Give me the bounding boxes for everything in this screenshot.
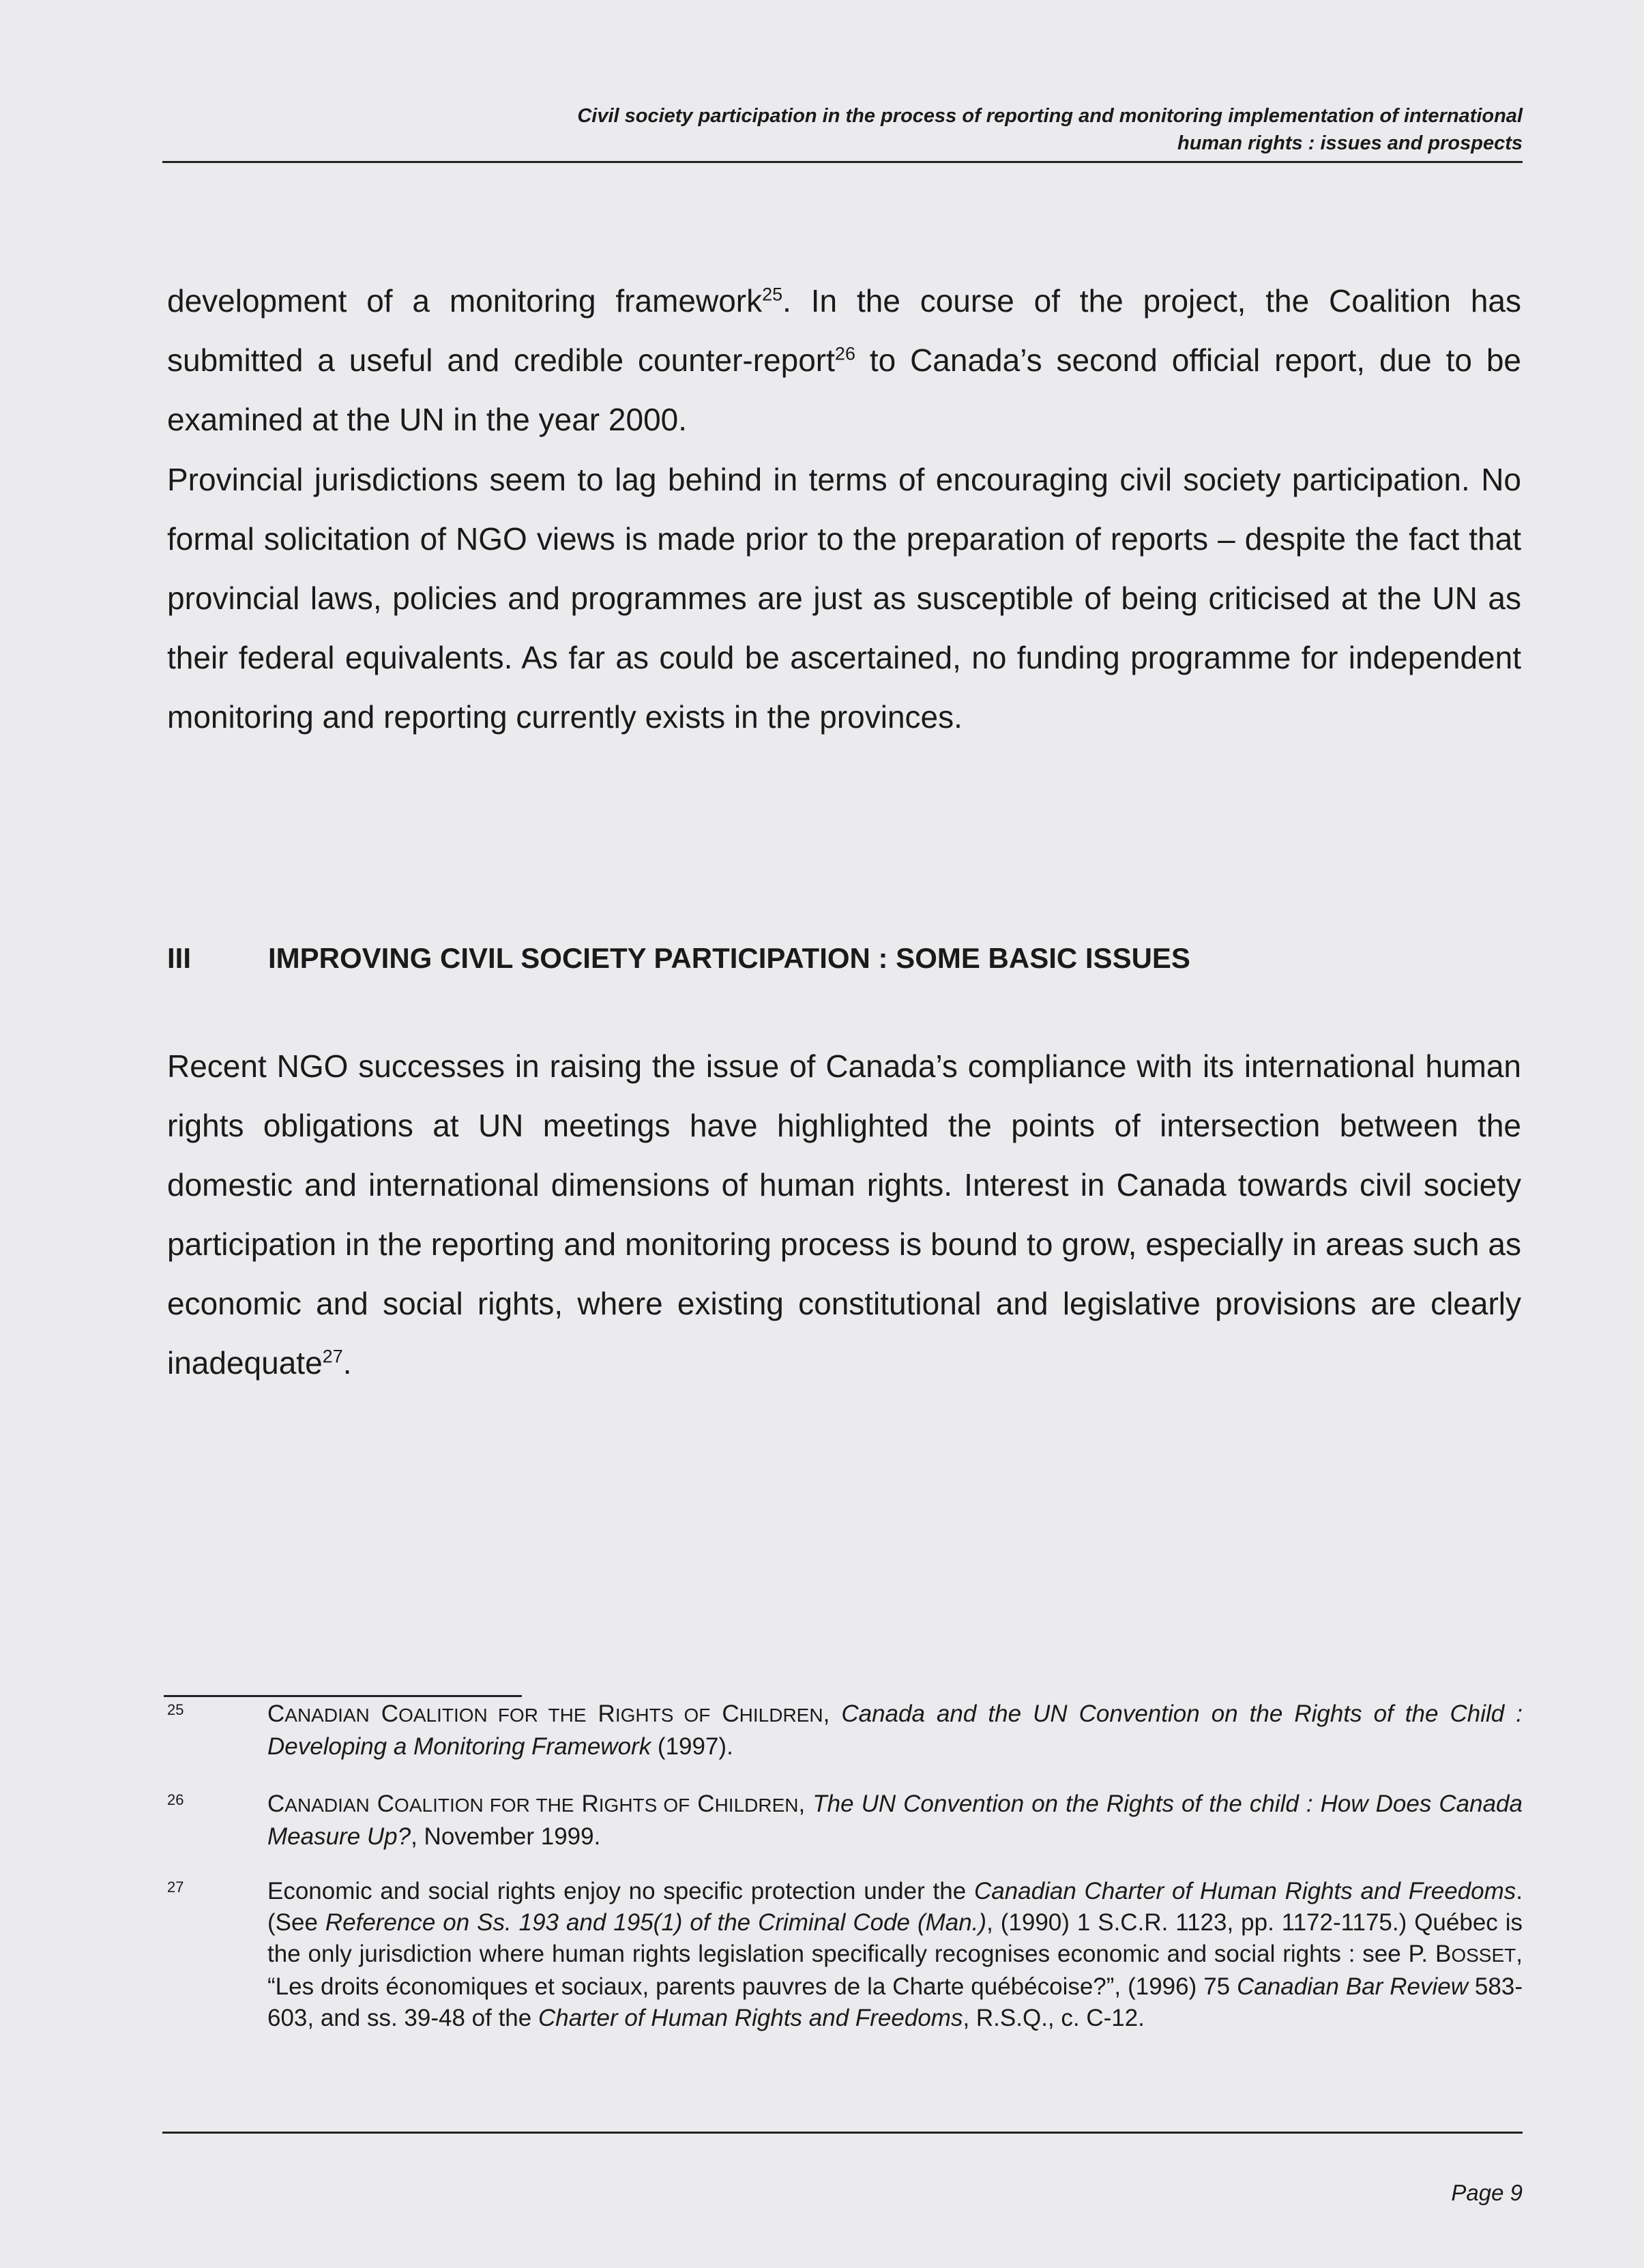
author-sc: BOSSET	[1435, 1941, 1516, 1967]
paragraph-3-text-b: .	[342, 1345, 352, 1381]
footnote-27	[164, 1876, 1523, 2034]
section-title: IMPROVING CIVIL SOCIETY PARTICIPATION : SOME BASIC ISSUES	[268, 942, 1190, 974]
running-header-line-2: human rights : issues and prospects	[1177, 132, 1523, 154]
page-number: Page 9	[1451, 2180, 1523, 2205]
footnote-ref-27[interactable]: 27	[322, 1346, 343, 1367]
footnote-26	[164, 1788, 1523, 1853]
footnote-number: 26	[167, 1791, 184, 1808]
section-number: III	[167, 942, 192, 974]
footnote-ref-25[interactable]: 25	[762, 284, 783, 305]
paragraph-1	[167, 271, 1521, 450]
author-sc: CANADIAN COALITION FOR THE RIGHTS OF CHILDREN	[267, 1791, 799, 1817]
paragraph-2: Provincial jurisdictions seem to lag behind in terms of encouraging civil society participation. No formal solicitation of NGO views is made prior to the preparation of reports – despite the fact that provincial laws, policies and programmes are just as susceptible of being criticised at the UN as their federal equivalents. As far as could be ascertained, no funding programme for independent monitoring and reporting currently exists in the provinces.	[167, 462, 1521, 735]
footnote-rule	[164, 1695, 522, 1697]
footnote-number: 27	[167, 1879, 184, 1896]
footnote-number: 25	[167, 1701, 184, 1718]
header-rule	[162, 161, 1523, 163]
running-header	[409, 102, 1523, 157]
footnote-ref-26[interactable]: 26	[834, 343, 855, 364]
footnote-text: Economic and social rights enjoy no specific protection under the Canadian Charter of Human Rights and Freedoms. (See Reference on Ss. 193 and 195(1) of the Criminal Code (Man.), (1990) 1 S.C.R. 1123, pp. 1172-1175.) Québec is the only jurisdiction where human rights legislation specifically recognises economic and social rights : see P. BOSSET, “Les droits économiques et sociaux, parents pauvres de la Charte québécoise?”, (1996) 75 Canadian Bar Review 583-603, and ss. 39-48 of the Charter of Human Rights and Freedoms, R.S.Q., c. C-12.	[267, 1878, 1523, 2031]
running-header-line-1: Civil society participation in the process of reporting and monitoring implementation of international	[577, 105, 1523, 127]
paragraph-1-text-b: . In the course of the project, the Coalition has submitted a useful and credible counter-report	[167, 283, 1521, 378]
paragraph-1-text-a: development of a monitoring framework	[167, 283, 763, 319]
footnote-title: Canada and the UN Convention on the Rights of the Child : Developing a Monitoring Framework	[267, 1700, 1523, 1760]
author-sc: CANADIAN COALITION FOR THE RIGHTS OF CHILDREN	[267, 1700, 823, 1727]
paragraph-3-text-a: Recent NGO successes in raising the issue of Canada’s compliance with its international human rights obligations at UN meetings have highlighted the points of intersection between the domestic and international dimensions of human rights. Interest in Canada towards civil society participation in the reporting and monitoring process is bound to grow, especially in areas such as economic and social rights, where existing constitutional and legislative provisions are clearly inadequate	[167, 1048, 1521, 1381]
section-heading	[167, 934, 1521, 982]
footnote-25	[164, 1698, 1523, 1763]
footnote-title: The UN Convention on the Rights of the child : How Does Canada Measure Up?	[267, 1791, 1523, 1850]
paragraph-3	[167, 1037, 1521, 1393]
footnote-text: CANADIAN COALITION FOR THE RIGHTS OF CHILDREN, The UN Convention on the Rights of the child : How Does Canada Measure Up?, November 1999.	[267, 1791, 1523, 1850]
paragraph-1-text-c: to Canada’s second official report, due to be examined at the UN in the year 2000.	[167, 342, 1521, 437]
footnote-text: CANADIAN COALITION FOR THE RIGHTS OF CHILDREN, Canada and the UN Convention on the Rights of the Child : Developing a Monitoring Framework (1997).	[267, 1700, 1523, 1760]
footer-rule	[162, 2132, 1523, 2134]
